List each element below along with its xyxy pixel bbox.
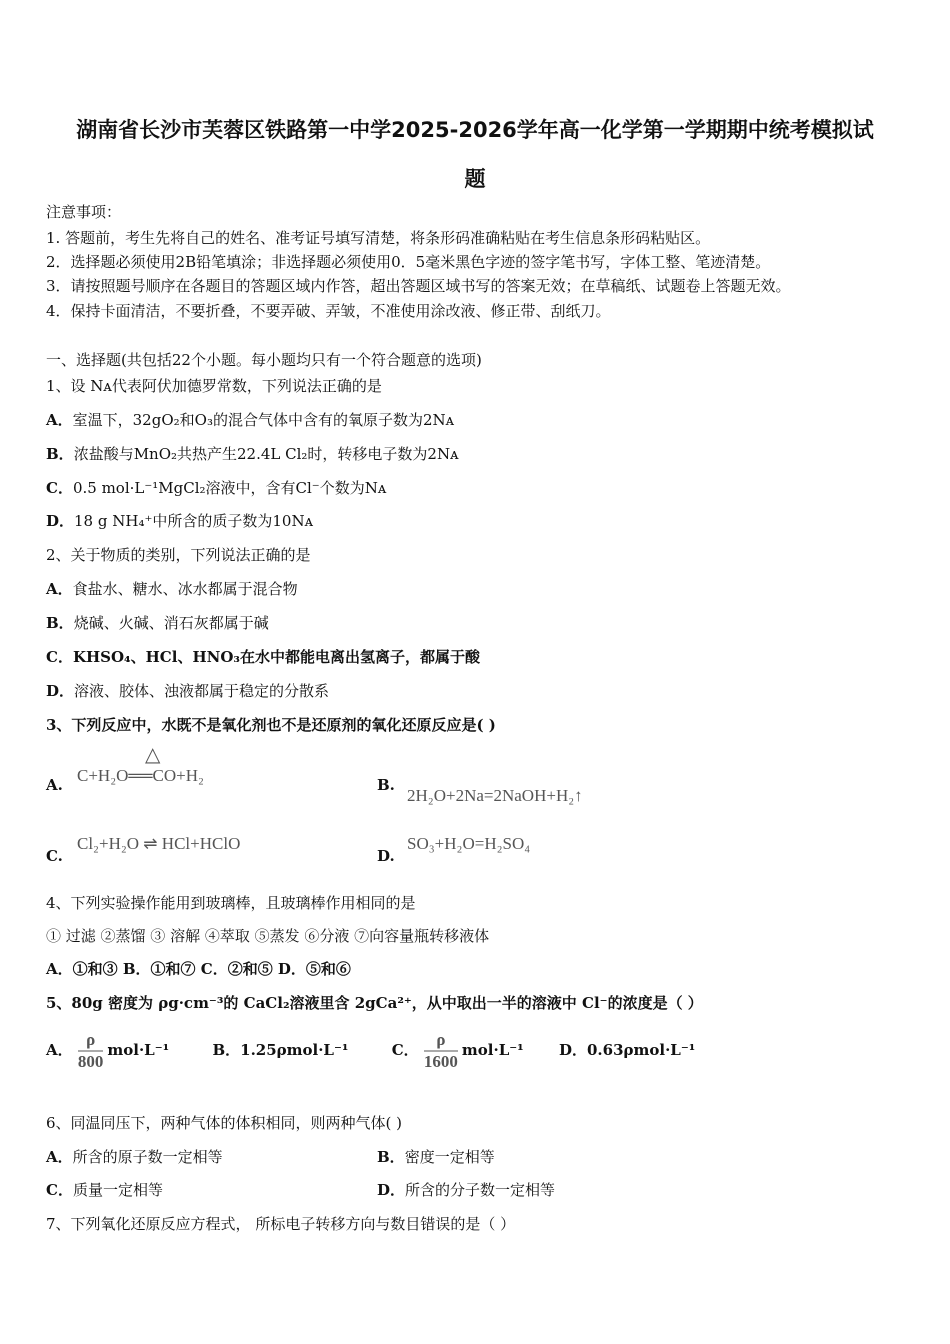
q1-option-c: C．0.5 mol·L⁻¹MgCl₂溶液中，含有Cl⁻个数为Nᴀ [46, 479, 387, 497]
section-heading: 一、选择题(共包括22个小题。每小题均只有一个符合题意的选项) [46, 351, 482, 369]
q2-option-d: D．溶液、胶体、浊液都属于稳定的分散系 [46, 682, 330, 700]
q5-stem: 5、80g 密度为 ρg·cm⁻³的 CaCl₂溶液里含 2gCa²⁺，从中取出一半的溶液中 Cl⁻的浓度是（ ） [46, 994, 703, 1012]
q6-option-d: D．所含的分子数一定相等 [377, 1181, 556, 1199]
q4-items: ① 过滤 ②蒸馏 ③ 溶解 ④萃取 ⑤蒸发 ⑥分液 ⑦向容量瓶转移液体 [46, 927, 490, 945]
q3-label-a: A. [46, 776, 63, 794]
q2-option-c: C．KHSO₄、HCl、HNO₃在水中都能电离出氢离子，都属于酸 [46, 648, 480, 666]
q4-answers: A．①和③ B．①和⑦ C．②和⑤ D．⑤和⑥ [46, 960, 351, 978]
q1-option-b: B．浓盐酸与MnO₂共热产生22.4L Cl₂时，转移电子数为2Nᴀ [46, 445, 459, 463]
note-1: 1. 答题前，考生先将自己的姓名、准考证号填写清楚，将条形码准确粘贴在考生信息条形码粘贴区。 [46, 229, 711, 247]
q6-stem: 6、同温同压下，两种气体的体积相同，则两种气体( ) [46, 1114, 403, 1132]
q2-option-a: A．食盐水、糖水、冰水都属于混合物 [46, 580, 298, 598]
q3-eq-c: Cl₂+H₂O ⇌ HCl+HClO [77, 834, 241, 853]
title-line-2: 题 [464, 167, 486, 191]
title-line-1: 湖南省长沙市芙蓉区铁路第一中学2025-2026学年高一化学第一学期期中统考模拟试 [76, 118, 874, 142]
q7-stem: 7、下列氧化还原反应方程式， 所标电子转移方向与数目错误的是（ ） [46, 1215, 516, 1233]
fraction-a: $\frac{\rho}{800}$ [77, 1030, 104, 1071]
q2-stem: 2、关于物质的类别，下列说法正确的是 [46, 546, 311, 564]
q3-eq-d: SO₃+H₂O=H₂SO₄ [407, 834, 531, 853]
q6-option-c: C．质量一定相等 [46, 1181, 163, 1199]
q2-option-b: B．烧碱、火碱、消石灰都属于碱 [46, 614, 269, 632]
q3-label-b: B. [377, 776, 395, 794]
heat-condition-icon: △ [145, 744, 161, 766]
q6-option-a: A．所含的原子数一定相等 [46, 1148, 223, 1166]
q4-stem: 4、下列实验操作能用到玻璃棒，且玻璃棒作用相同的是 [46, 894, 416, 912]
q1-stem: 1、设 Nᴀ代表阿伏加德罗常数，下列说法正确的是 [46, 377, 382, 395]
note-3: 3．请按照题号顺序在各题目的答题区域内作答，超出答题区域书写的答案无效；在草稿纸、试题卷上答题无效。 [46, 277, 791, 295]
q6-option-b: B．密度一定相等 [377, 1148, 495, 1166]
q3-eq-b: 2H₂O+2Na=2NaOH+H₂↑ [407, 786, 583, 805]
note-2: 2．选择题必须使用2B铅笔填涂；非选择题必须使用0．5毫米黑色字迹的签字笔书写，字体工整、笔迹清楚。 [46, 253, 771, 271]
q1-option-d: D．18 g NH₄⁺中所含的质子数为10Nᴀ [46, 512, 314, 530]
note-4: 4．保持卡面清洁，不要折叠，不要弄破、弄皱，不准使用涂改液、修正带、刮纸刀。 [46, 302, 611, 320]
q3-label-d: D. [377, 847, 395, 865]
q5-options: A． $\frac{\rho}{800}$ mol·L⁻¹ B．1.25ρmol·L⁻¹ C． $\frac{\rho}{1600}$ mol·L⁻¹ D．0.63ρmol·L⁻¹ [46, 1030, 696, 1071]
fraction-c: $\frac{\rho}{1600}$ [423, 1030, 458, 1071]
q3-label-c: C. [46, 847, 63, 865]
q3-stem: 3、下列反应中，水既不是氧化剂也不是还原剂的氧化还原反应是( ) [46, 716, 496, 734]
q1-option-a: A．室温下，32gO₂和O₃的混合气体中含有的氧原子数为2Nᴀ [46, 411, 455, 429]
q3-eq-a: C+H₂O══CO+H₂ [77, 766, 204, 785]
notes-heading: 注意事项： [46, 203, 122, 221]
